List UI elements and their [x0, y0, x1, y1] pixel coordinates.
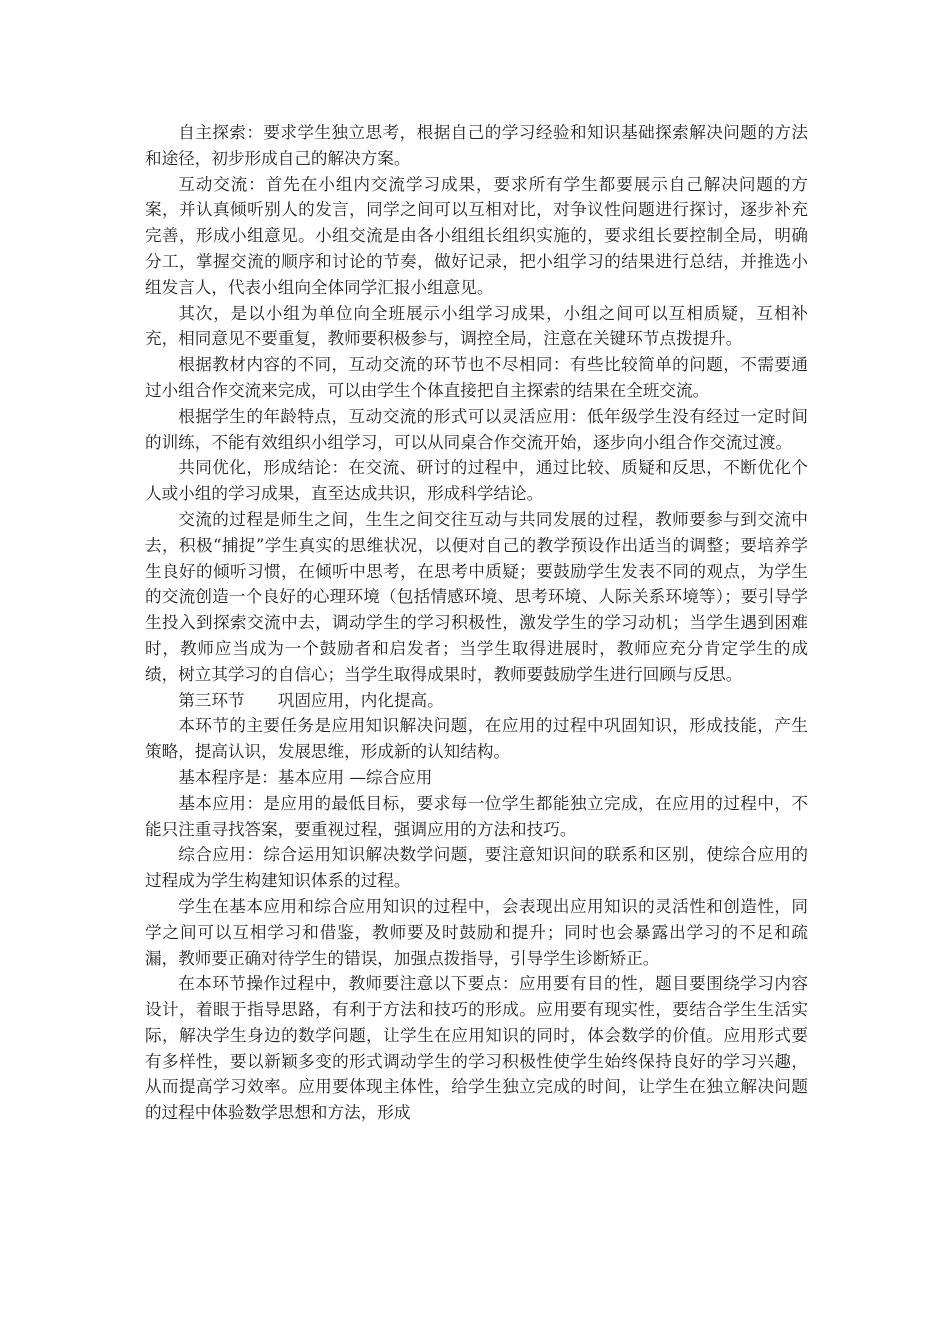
paragraph-self-exploration: 自主探索：要求学生独立思考，根据自己的学习经验和知识基础探索解决问题的方法和途径，初步形成自己的解决方案。: [145, 123, 808, 168]
paragraph-exchange-process: 交流的过程是师生之间，生生之间交往互动与共同发展的过程，教师要参与到交流中去，积极“捕捉”学生真实的思维状况，以便对自己的教学预设作出适当的调整；要培养学生良好的倾听习惯，在倾听中思考，在思考中质疑；要鼓励学生发表不同的观点，为学生的交流创造一个良好的心理环境（包括情感环境、思考环境、人际关系环境等）；要引导学生投入到探索交流中去，调动学生的学习积极性，激发学生的学习动机；当学生遇到困难时，教师应当成为一个鼓励者和启发者；当学生取得进展时，教师应充分肯定学生的成绩，树立其学习的自信心；当学生取得成果时，教师要鼓励学生进行回顾与反思。: [145, 509, 808, 684]
paragraph-comprehensive-application: 综合应用：综合运用知识解决数学问题，要注意知识间的联系和区别，使综合应用的过程成为学生构建知识体系的过程。: [145, 845, 808, 891]
paragraph-basic-application: 基本应用：是应用的最低目标，要求每一位学生都能独立完成，在应用的过程中，不能只注重寻找答案，要重视过程，强调应用的方法和技巧。: [145, 793, 808, 839]
paragraph-joint-optimization: 共同优化，形成结论：在交流、研讨的过程中，通过比较、质疑和反思，不断优化个人或小组的学习成果，直至达成共识，形成科学结论。: [145, 458, 808, 504]
paragraph-class-presentation: 其次，是以小组为单位向全班展示小组学习成果，小组之间可以互相质疑，互相补充，相同意见不要重复，教师要积极参与，调控全局，注意在关键环节点拨提升。: [145, 303, 808, 349]
paragraph-key-points: 在本环节操作过程中，教师要注意以下要点：应用要有目的性，题目要围绕学习内容设计，着眼于指导思路，有利于方法和技巧的形成。应用要有现实性，要结合学生生活实际，解决学生身边的数学问题，让学生在应用知识的同时，体会数学的价值。应用形式要有多样性，要以新颖多变的形式调动学生的学习积极性使学生始终保持良好的学习兴趣，从而提高学习效率。应用要体现主体性，给学生独立完成的时间，让学生在独立解决问题的过程中体验数学思想和方法，形成: [145, 974, 808, 1123]
paragraph-age-characteristics: 根据学生的年龄特点，互动交流的形式可以灵活应用：低年级学生没有经过一定时间的训练，不能有效组织小组学习，可以从同桌合作交流开始，逐步向小组合作交流过渡。: [145, 406, 808, 452]
section-heading-third-stage: 第三环节 巩固应用，内化提高。: [178, 690, 444, 710]
paragraph-student-flexibility: 学生在基本应用和综合应用知识的过程中，会表现出应用知识的灵活性和创造性，同学之间可以互相学习和借鉴，教师要及时鼓励和提升；同时也会暴露出学习的不足和疏漏，教师要正确对待学生的错误，加强点拨指导，引导学生诊断矫正。: [145, 896, 808, 968]
paragraph-basic-procedure: 基本程序是：基本应用 —综合应用: [178, 767, 433, 787]
paragraph-stage-task: 本环节的主要任务是应用知识解决问题，在应用的过程中巩固知识，形成技能，产生策略，提高认识，发展思维，形成新的认知结构。: [145, 716, 808, 762]
paragraph-content-differences: 根据教材内容的不同，互动交流的环节也不尽相同：有些比较简单的问题，不需要通过小组合作交流来完成，可以由学生个体直接把自主探索的结果在全班交流。: [145, 355, 808, 400]
paragraph-interactive-exchange: 互动交流：首先在小组内交流学习成果，要求所有学生都要展示自己解决问题的方案，并认真倾听别人的发言，同学之间可以互相对比，对争议性问题进行探讨，逐步补充完善，形成小组意见。小组交流是由各小组组长组织实施的，要求组长要控制全局，明确分工，掌握交流的顺序和讨论的节奏，做好记录，把小组学习的结果进行总结，并推选小组发言人，代表小组向全体同学汇报小组意见。: [145, 174, 808, 297]
document-body: [145, 120, 808, 1126]
